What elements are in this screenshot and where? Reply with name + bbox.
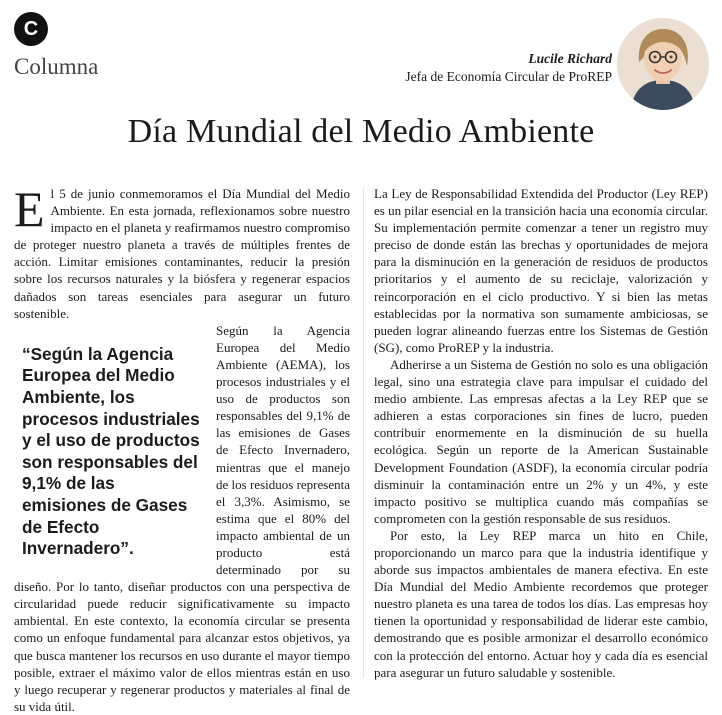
- paragraph-1: [14, 181, 350, 322]
- author-byline: [405, 50, 612, 86]
- author-name: Lucile Richard: [528, 51, 612, 66]
- article-column-left: [14, 181, 350, 715]
- paragraph-2: Según la Agencia Europea del Medio Ambiente (AEMA), los procesos industriales y el uso de productos son responsables del 9,1% de las emisiones de Gases de Efecto Invernadero, mientras que el manejo de los residuos representa el 3,3%. Asimismo, se estima que el 80% del impacto ambiental de un producto está determinado por su diseño. Por lo tanto, diseñar productos con una perspectiva de circularidad puede reducir significativamente su impacto ambiental. En este contexto, la economía circular se presenta como un enfoque fundamental para alcanzar estos objetivos, ya que busca mantener los recursos en uso durante el mayor tiempo posible, extraer el máximo valor de ellos mientras están en uso y luego recuperar y regenerar productos y materiales al final de su vida útil.: [14, 322, 350, 714]
- paragraph-4: Adherirse a un Sistema de Gestión no solo es una obligación legal, sino una estrategia clave para impulsar el cuidado del medio ambiente. Las empresas afectas a la Ley REP que se adhieren a estas corporaciones sin fines de lucro, pueden contribuir enormemente en la disminución de su huella ecológica. Según un reporte de la American Sustainable Development Foundation (ASDF), la economía circular podría disminuir la contaminación entre un 2% y un 4%, y este impacto positivo se multiplica cuando más compañías se comprometen con la gestión responsable de sus residuos.: [374, 356, 708, 526]
- paragraph-1-text: l 5 de junio conmemoramos el Día Mundial del Medio Ambiente. En esta jornada, reflexionamos sobre nuestro impacto en el planeta y reafirmamos nuestro compromiso de proteger nuestro planeta a través de múltiples frentes de acción. Limitar emisiones contaminantes, reducir la presión sobre los recursos naturales y la biósfera y regenerar espacios dañados son tareas esenciales para asegurar un futuro sostenible.: [14, 186, 350, 321]
- column-divider: [363, 188, 364, 678]
- author-role: Jefa de Economía Circular de ProREP: [405, 69, 612, 84]
- pull-quote: “Según la Agencia Europea del Medio Ambiente, los procesos industriales y el uso de productos son responsables del 9,1% de las emisiones de Gases de Efecto Invernadero”.: [22, 343, 200, 559]
- headline: Día Mundial del Medio Ambiente: [127, 113, 595, 150]
- section-label: Columna: [14, 54, 99, 79]
- portrait-illustration: [617, 18, 709, 110]
- paragraph-3: La Ley de Responsabilidad Extendida del Productor (Ley REP) es un pilar esencial en la transición hacia una economía circular. Su implementación permite comenzar a tener un registro muy preciso de donde están las brechas y oportunidades de mejora para la disminución en la generación de residuos de productos prioritarios y el aumento de su reciclaje, valorización y reincorporación en el ciclo productivo. Y si bien las metas establecidas por la normativa son sumamente ambiciosas, se pueden lograr alineando fuerzas entre los Sistemas de Gestión (SG), como ProREP y la industria.: [374, 186, 708, 355]
- column-badge-icon: C: [14, 12, 48, 46]
- author-portrait: [617, 18, 709, 110]
- drop-cap: E: [14, 181, 45, 237]
- article-column-right: [374, 185, 708, 681]
- paragraph-5: Por esto, la Ley REP marca un hito en Chile, proporcionando un marco para que la industria identifique y aborde sus impactos ambientales de manera efectiva. En este Día Mundial del Medio Ambiente recordemos que proteger nuestro planeta es una tarea de todos los días. Las empresas hoy tienen la oportunidad y responsabilidad de liderar este cambio, demostrando que es posible armonizar el desarrollo económico con la protección del entorno. Actuar hoy y cada día es esencial para asegurar un futuro saludable y sostenible.: [374, 527, 708, 680]
